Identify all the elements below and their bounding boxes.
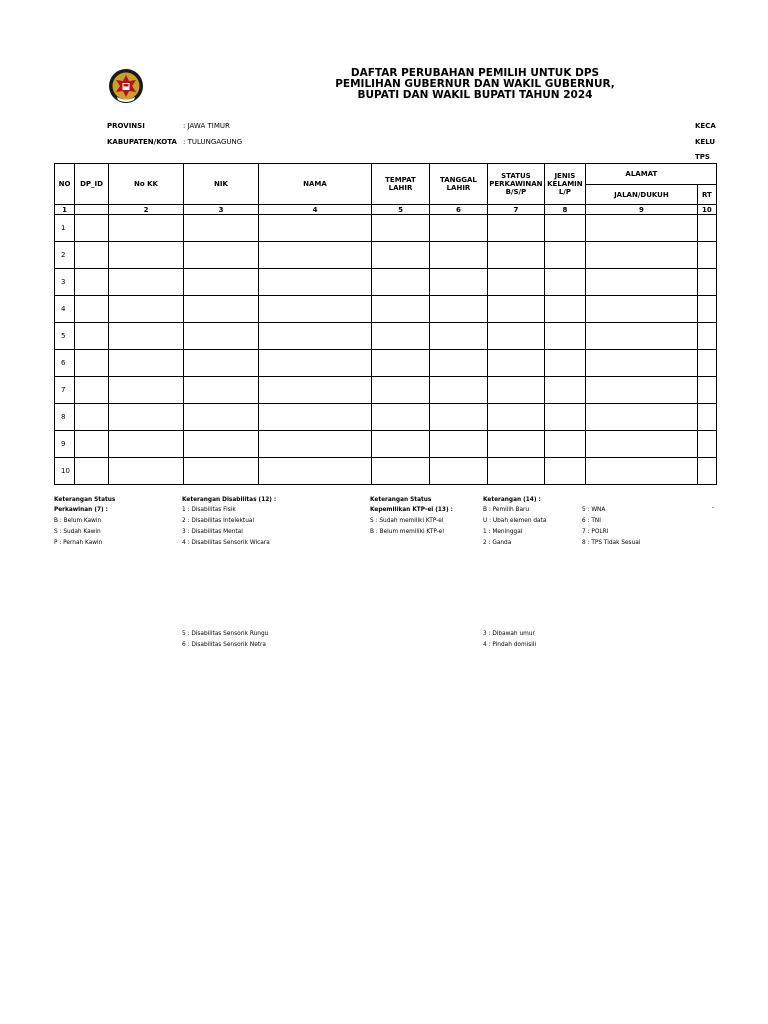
perkawinan-item: B : Belum Kawin [54, 518, 102, 524]
status-line-2: PERKAWINAN [489, 180, 543, 188]
table-cell [487, 458, 544, 485]
table-cell [75, 215, 109, 242]
table-cell [184, 269, 259, 296]
voter-change-table [54, 163, 717, 485]
table-cell [430, 431, 488, 458]
table-cell [109, 350, 184, 377]
col-number: 8 [544, 205, 585, 215]
table-cell [109, 215, 184, 242]
table-cell [109, 242, 184, 269]
table-cell [184, 431, 259, 458]
table-cell [697, 404, 716, 431]
table-cell [487, 215, 544, 242]
ket14-item: 5 : WNA [582, 507, 606, 513]
col-number: 6 [430, 205, 488, 215]
table-cell [259, 404, 372, 431]
jenis-line-1: JENIS [554, 172, 576, 180]
header-alamat: ALAMAT [585, 164, 716, 185]
col-number: 9 [585, 205, 697, 215]
disabilitas-title: Keterangan Disabilitas (12) : [182, 497, 277, 503]
table-cell [109, 377, 184, 404]
table-cell [75, 242, 109, 269]
table-cell [544, 242, 585, 269]
col-number: 3 [184, 205, 259, 215]
table-cell [430, 215, 488, 242]
perkawinan-title-2: Perkawinan (7) : [54, 507, 109, 513]
table-cell [697, 215, 716, 242]
ket14-item: 2 : Ganda [483, 540, 512, 546]
table-cell [487, 296, 544, 323]
table-row [55, 242, 717, 269]
table-cell [372, 404, 430, 431]
tps-label: TPS [695, 153, 710, 161]
table-cell [75, 350, 109, 377]
col-number: 2 [109, 205, 184, 215]
table-cell [184, 215, 259, 242]
table-cell [544, 215, 585, 242]
row-number: 7 [55, 377, 75, 404]
table-cell [259, 377, 372, 404]
table-cell [75, 296, 109, 323]
jenis-line-3: L/P [558, 188, 571, 196]
ket14-item: U : Ubah elemen data [483, 518, 547, 524]
table-cell [184, 350, 259, 377]
perkawinan-item: P : Pernah Kawin [54, 540, 103, 546]
table-cell [75, 323, 109, 350]
table-cell [487, 377, 544, 404]
table-cell [585, 458, 697, 485]
col-number: 10 [697, 205, 716, 215]
disabilitas-item: 5 : Disabilitas Sensorik Rungu [182, 631, 269, 637]
table-cell [372, 296, 430, 323]
table-row [55, 431, 717, 458]
table-cell [585, 242, 697, 269]
ket14-item: B : Pemilih Baru [483, 507, 530, 513]
table-cell [184, 377, 259, 404]
ket14-item: 4 : Pindah domisili [483, 642, 537, 648]
ktp-title-2: Kepemilikan KTP-el (13) : [370, 507, 453, 513]
col-number: 5 [372, 205, 430, 215]
kelurahan-label: KELU [695, 138, 716, 146]
table-cell [259, 350, 372, 377]
header-no: NO [55, 164, 75, 205]
kabupaten-value: : TULUNGAGUNG [183, 138, 243, 146]
table-cell [259, 458, 372, 485]
table-row [55, 377, 717, 404]
table-cell [259, 296, 372, 323]
table-cell [585, 431, 697, 458]
table-row [55, 296, 717, 323]
table-cell [184, 296, 259, 323]
disabilitas-item: 4 : Disabilitas Sensorik Wicara [182, 540, 270, 546]
table-row [55, 215, 717, 242]
table-cell [430, 458, 488, 485]
table-row [55, 350, 717, 377]
table-cell [372, 269, 430, 296]
table-cell [585, 215, 697, 242]
table-cell [75, 404, 109, 431]
table-cell [544, 431, 585, 458]
table-cell [697, 431, 716, 458]
title-line-3: BUPATI DAN WAKIL BUPATI TAHUN 2024 [357, 89, 593, 101]
table-cell [430, 323, 488, 350]
table-cell [372, 242, 430, 269]
header-nama: NAMA [259, 164, 372, 205]
table-cell [544, 269, 585, 296]
header-jalan-dukuh: JALAN/DUKUH [585, 185, 697, 205]
table-cell [259, 323, 372, 350]
col-number: 4 [259, 205, 372, 215]
row-number: 3 [55, 269, 75, 296]
table-cell [430, 296, 488, 323]
table-cell [109, 269, 184, 296]
table-cell [259, 269, 372, 296]
title-line-2: PEMILIHAN GUBERNUR DAN WAKIL GUBERNUR, [335, 78, 615, 90]
table-cell [487, 323, 544, 350]
table-cell [585, 377, 697, 404]
table-cell [430, 242, 488, 269]
table-cell [259, 431, 372, 458]
table-cell [544, 377, 585, 404]
perkawinan-title-1: Keterangan Status [54, 497, 116, 503]
table-cell [544, 458, 585, 485]
table-cell [75, 458, 109, 485]
table-cell [697, 242, 716, 269]
header-dp-id: DP_ID [75, 164, 109, 205]
table-cell [372, 377, 430, 404]
table-cell [430, 377, 488, 404]
table-cell [697, 323, 716, 350]
ket14-item: 8 : TPS Tidak Sesuai [582, 540, 641, 546]
table-cell [184, 404, 259, 431]
table-cell [109, 458, 184, 485]
table-cell [544, 296, 585, 323]
status-line-3: B/S/P [505, 188, 527, 196]
table-cell [544, 323, 585, 350]
table-cell [430, 350, 488, 377]
document-title [330, 68, 620, 101]
table-cell [487, 242, 544, 269]
row-number: 1 [55, 215, 75, 242]
table-cell [544, 404, 585, 431]
ktp-item: B : Belum memiliki KTP-el [370, 529, 444, 535]
row-number: 4 [55, 296, 75, 323]
disabilitas-item: 6 : Disabilitas Sensorik Netra [182, 642, 266, 648]
row-number: 2 [55, 242, 75, 269]
table-cell [372, 458, 430, 485]
table-row [55, 323, 717, 350]
ket14-item: 1 : Meninggal [483, 529, 523, 535]
disabilitas-item: 3 : Disabilitas Mental [182, 529, 243, 535]
table-cell [697, 269, 716, 296]
table-cell [430, 269, 488, 296]
table-cell [585, 296, 697, 323]
jenis-line-2: KELAMIN [547, 180, 583, 188]
table-cell [109, 404, 184, 431]
table-cell [259, 215, 372, 242]
provinsi-label: PROVINSI [107, 122, 145, 130]
table-cell [544, 350, 585, 377]
perkawinan-item: S : Sudah Kawin [54, 529, 101, 535]
ktp-item: S : Sudah memiliki KTP-el [370, 518, 444, 524]
table-cell [109, 296, 184, 323]
table-cell [585, 404, 697, 431]
status-line-1: STATUS [501, 172, 531, 180]
table-cell [487, 431, 544, 458]
title-line-1: DAFTAR PERUBAHAN PEMILIH UNTUK DPS [350, 67, 600, 79]
header-nik: NIK [184, 164, 259, 205]
kecamatan-label: KECA [695, 122, 716, 130]
row-number: 10 [55, 458, 75, 485]
column-number-row [55, 205, 717, 215]
table-cell [697, 377, 716, 404]
table-cell [372, 323, 430, 350]
disabilitas-item: 2 : Disabilitas Intelektual [182, 518, 255, 524]
table-cell [585, 269, 697, 296]
table-cell [487, 350, 544, 377]
table-row [55, 269, 717, 296]
table-cell [697, 296, 716, 323]
col-number [75, 205, 109, 215]
table-row [55, 404, 717, 431]
table-cell [372, 215, 430, 242]
col-number: 7 [487, 205, 544, 215]
ket14-item: 3 : Dibawah umur [483, 631, 535, 637]
table-cell [697, 350, 716, 377]
table-cell [184, 242, 259, 269]
table-cell [184, 458, 259, 485]
table-cell [109, 323, 184, 350]
dash-mark: - [712, 505, 715, 511]
row-number: 6 [55, 350, 75, 377]
header-jenis-kelamin [544, 164, 585, 205]
table-cell [75, 269, 109, 296]
table-cell [259, 242, 372, 269]
row-number: 9 [55, 431, 75, 458]
table-cell [585, 323, 697, 350]
table-row [55, 458, 717, 485]
table-cell [75, 431, 109, 458]
ket14-item: 6 : TNI [582, 518, 601, 524]
kabupaten-label: KABUPATEN/KOTA [107, 138, 177, 146]
table-cell [430, 404, 488, 431]
table-cell [487, 269, 544, 296]
table-cell [372, 431, 430, 458]
header-tanggal-lahir: TANGGAL LAHIR [430, 164, 488, 205]
header-rt: RT [697, 185, 716, 205]
table-cell [75, 377, 109, 404]
ket14-title: Keterangan (14) : [483, 497, 541, 503]
header-tempat-lahir: TEMPAT LAHIR [372, 164, 430, 205]
col-number: 1 [55, 205, 75, 215]
table-cell [109, 431, 184, 458]
table-cell [585, 350, 697, 377]
table-cell [184, 323, 259, 350]
header-no-kk: No KK [109, 164, 184, 205]
ket14-item: 7 : POLRI [582, 529, 609, 535]
row-number: 8 [55, 404, 75, 431]
table-cell [372, 350, 430, 377]
disabilitas-item: 1 : Disabilitas Fisik [182, 507, 236, 513]
row-number: 5 [55, 323, 75, 350]
provinsi-value: : JAWA TIMUR [183, 122, 230, 130]
table-cell [697, 458, 716, 485]
header-status-perkawinan [487, 164, 544, 205]
table-cell [487, 404, 544, 431]
ktp-title-1: Keterangan Status [370, 497, 432, 503]
kpu-logo-icon [108, 66, 144, 106]
